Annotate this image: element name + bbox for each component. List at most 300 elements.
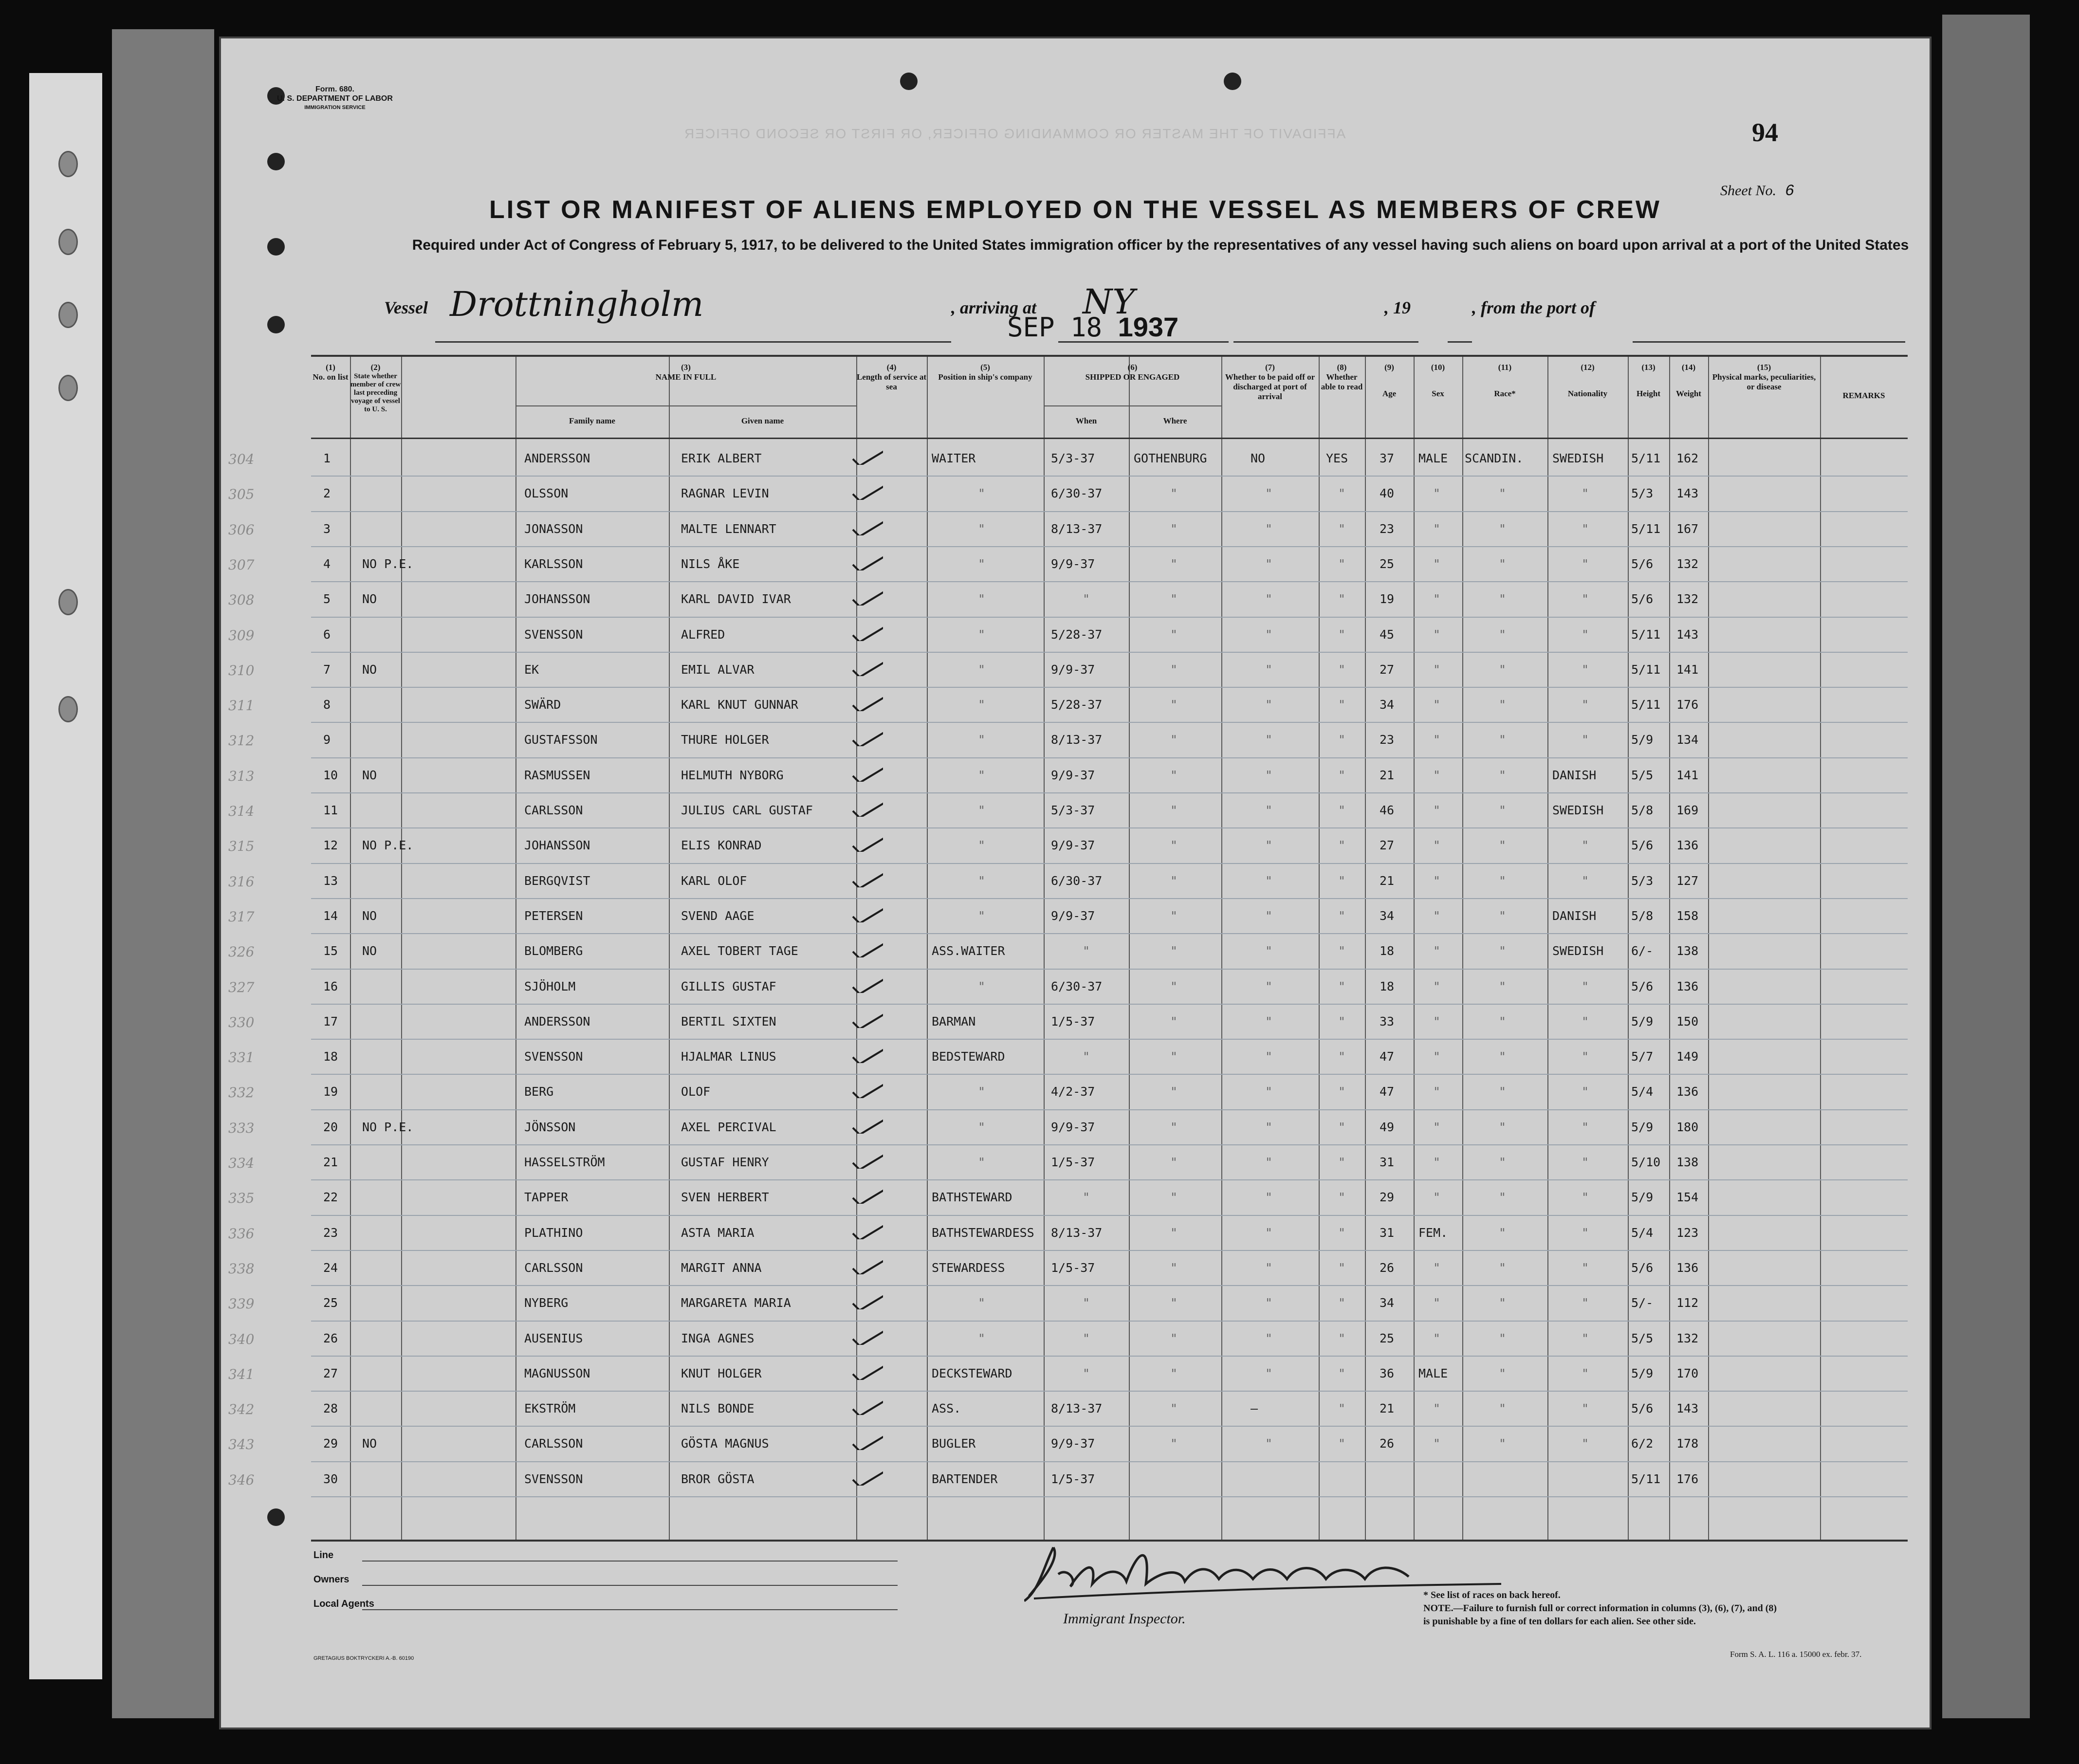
sex: " <box>1433 698 1441 712</box>
when-header: When <box>1075 416 1097 425</box>
height: 5/5 <box>1631 1331 1654 1345</box>
family-name: CARLSSON <box>524 1260 583 1275</box>
row-rule <box>311 1109 1908 1110</box>
given-name: MARGARETA MARIA <box>681 1296 791 1310</box>
ref-number: 339 <box>228 1296 255 1312</box>
col5-header <box>927 363 1044 382</box>
nationality: " <box>1582 698 1589 712</box>
race: " <box>1499 486 1507 501</box>
position: ASS. <box>932 1401 961 1416</box>
weight: 158 <box>1676 908 1699 923</box>
manifest-subtitle: Required under Act of Congress of February 5, 1917, to be delivered to the United States immigration officer by the representatives of any vessel having such aliens on board upon arrival at a port of the United States <box>412 237 1909 253</box>
list-number: 14 <box>323 908 338 923</box>
family-name: TAPPER <box>524 1190 569 1205</box>
height: 5/- <box>1631 1296 1654 1310</box>
row-rule <box>311 1391 1908 1392</box>
shipped-when: 5/28-37 <box>1051 627 1103 642</box>
shipped-where: " <box>1170 627 1178 642</box>
col8-header <box>1319 363 1365 392</box>
family-name: SVENSSON <box>524 1049 583 1064</box>
vessel-label: Vessel <box>384 298 428 317</box>
weight: 143 <box>1676 1401 1699 1416</box>
row-rule <box>311 1215 1908 1216</box>
nationality: " <box>1582 1225 1589 1240</box>
form-identifier <box>277 85 393 112</box>
age: 31 <box>1380 1225 1395 1240</box>
shipped-where: " <box>1170 592 1178 606</box>
shipped-when: 9/9-37 <box>1051 662 1095 677</box>
weight: 167 <box>1676 521 1699 536</box>
shipped-when: 9/9-37 <box>1051 768 1095 782</box>
check-mark-icon <box>849 657 883 676</box>
family-name: AUSENIUS <box>524 1331 583 1345</box>
shipped-where: " <box>1170 1436 1178 1451</box>
shipped-when: 6/30-37 <box>1051 979 1103 993</box>
ref-number: 312 <box>228 733 255 749</box>
binder-hole <box>58 375 78 401</box>
manifest-sheet <box>219 37 1932 1729</box>
able-to-read: " <box>1338 803 1346 817</box>
given-name: SVEN HERBERT <box>681 1190 769 1205</box>
shipped-where: " <box>1170 1049 1178 1064</box>
paid-off: " <box>1265 1225 1273 1240</box>
given-name: AXEL PERCIVAL <box>681 1120 776 1134</box>
position: BATHSTEWARD <box>932 1190 1012 1205</box>
age: 23 <box>1380 733 1395 747</box>
row-rule <box>311 581 1908 582</box>
col3-number: (3) <box>681 363 691 372</box>
sex: " <box>1433 662 1441 677</box>
nationality: " <box>1582 1014 1589 1029</box>
able-to-read: " <box>1338 521 1346 536</box>
family-name: KARLSSON <box>524 556 583 571</box>
ref-number: 333 <box>228 1120 255 1136</box>
shipped-where: " <box>1170 1190 1178 1205</box>
nationality: " <box>1582 1190 1589 1205</box>
race: " <box>1499 1366 1507 1380</box>
able-to-read: " <box>1338 768 1346 782</box>
shipped-where: " <box>1170 1120 1178 1134</box>
bleed-through-text: AFFIDAVIT OF THE MASTER OR COMMANDING OFFICER, OR FIRST OR SECOND OFFICER <box>683 126 1346 141</box>
col2-label: State whether member of crew last preceding voyage of vessel to U. S. <box>350 372 401 413</box>
able-to-read: " <box>1338 1401 1346 1416</box>
header-bottom-line <box>311 438 1908 439</box>
prior-voyage: NO P.E. <box>362 838 414 853</box>
penalty-note-cont: is punishable by a fine of ten dollars for each alien. See other side. <box>1423 1616 1696 1627</box>
able-to-read: " <box>1338 1084 1346 1099</box>
list-number: 11 <box>323 803 338 817</box>
list-number: 30 <box>323 1471 338 1486</box>
given-name: KARL OLOF <box>681 873 747 888</box>
position: " <box>978 521 986 536</box>
shipped-where: " <box>1170 1366 1178 1380</box>
paid-off: " <box>1265 627 1273 642</box>
shipped-when: 4/2-37 <box>1051 1084 1095 1099</box>
paid-off: " <box>1265 1260 1273 1275</box>
punch-hole <box>267 316 285 333</box>
family-name: SVENSSON <box>524 627 583 642</box>
punch-hole <box>267 238 285 256</box>
weight: 141 <box>1676 662 1699 677</box>
shipped-where: " <box>1170 486 1178 501</box>
shipped-where: " <box>1170 873 1178 888</box>
ref-number: 313 <box>228 768 255 784</box>
race-note: * See list of races on back hereof. <box>1423 1590 1561 1600</box>
ref-number: 336 <box>228 1225 255 1242</box>
col-divider <box>927 357 928 1540</box>
family-name: GUSTAFSSON <box>524 733 598 747</box>
sex: MALE <box>1418 1366 1448 1380</box>
family-name: EK <box>524 662 539 677</box>
age: 23 <box>1380 521 1395 536</box>
penalty-note: NOTE.—Failure to furnish full or correct information in columns (3), (6), (7), and (8) <box>1423 1603 1777 1614</box>
height: 5/9 <box>1631 1366 1654 1380</box>
able-to-read: " <box>1338 733 1346 747</box>
remarks-header: REMARKS <box>1842 391 1885 400</box>
shipped-where: " <box>1170 662 1178 677</box>
shipped-where: " <box>1170 979 1178 993</box>
race: " <box>1499 1260 1507 1275</box>
shipped-when: 8/13-37 <box>1051 521 1103 536</box>
nationality: " <box>1582 521 1589 536</box>
weight: 138 <box>1676 944 1699 958</box>
family-name: OLSSON <box>524 486 569 501</box>
family-name: RASMUSSEN <box>524 768 590 782</box>
height: 5/6 <box>1631 838 1654 853</box>
row-rule <box>311 1356 1908 1357</box>
position: " <box>978 698 986 712</box>
race: " <box>1499 1120 1507 1134</box>
given-name: KARL DAVID IVAR <box>681 592 791 606</box>
family-name: JOHANSSON <box>524 838 590 853</box>
shipped-when: 9/9-37 <box>1051 1120 1095 1134</box>
able-to-read: " <box>1338 1190 1346 1205</box>
paid-off: — <box>1251 1401 1258 1416</box>
shipped-where: " <box>1170 1014 1178 1029</box>
able-to-read: " <box>1338 944 1346 958</box>
col15-header <box>1708 363 1820 392</box>
arriving-port: NY <box>1083 282 1135 322</box>
position: DECKSTEWARD <box>932 1366 1012 1380</box>
paid-off: " <box>1265 1049 1273 1064</box>
paid-off: " <box>1265 1331 1273 1345</box>
race: " <box>1499 803 1507 817</box>
check-mark-icon <box>849 832 883 852</box>
weight: 134 <box>1676 733 1699 747</box>
height: 6/- <box>1631 944 1654 958</box>
nationality: " <box>1582 1366 1589 1380</box>
height: 5/11 <box>1631 662 1661 677</box>
sex: " <box>1433 1014 1441 1029</box>
sex: FEM. <box>1418 1225 1448 1240</box>
list-number: 12 <box>323 838 338 853</box>
height: 5/10 <box>1631 1155 1661 1169</box>
ref-number: 307 <box>228 556 255 573</box>
weight: 132 <box>1676 592 1699 606</box>
able-to-read: " <box>1338 592 1346 606</box>
nationality: " <box>1582 733 1589 747</box>
row-rule <box>311 1426 1908 1427</box>
position: " <box>978 803 986 817</box>
weight: 136 <box>1676 1084 1699 1099</box>
weight: 154 <box>1676 1190 1699 1205</box>
position: " <box>978 486 986 501</box>
date-underline <box>1233 341 1418 343</box>
shipped-when: " <box>1083 1366 1090 1380</box>
weight: 169 <box>1676 803 1699 817</box>
vessel-name: Drottningholm <box>450 284 704 324</box>
agents-underline <box>362 1609 898 1610</box>
sex: " <box>1433 1155 1441 1169</box>
position: " <box>978 838 986 853</box>
able-to-read: " <box>1338 1014 1346 1029</box>
col-divider <box>401 357 402 1540</box>
shipped-where: " <box>1170 1155 1178 1169</box>
prior-voyage: NO <box>362 662 377 677</box>
position: " <box>978 1296 986 1310</box>
col-divider <box>1628 357 1629 1540</box>
nationality: " <box>1582 1260 1589 1275</box>
paid-off: " <box>1265 486 1273 501</box>
shipped-where: " <box>1170 1225 1178 1240</box>
shipped-where: " <box>1170 838 1178 853</box>
position: BARTENDER <box>932 1471 998 1486</box>
race: " <box>1499 768 1507 782</box>
sex: " <box>1433 556 1441 571</box>
nationality: " <box>1582 1401 1589 1416</box>
weight: 170 <box>1676 1366 1699 1380</box>
row-rule <box>311 687 1908 688</box>
shipped-when: " <box>1083 1296 1090 1310</box>
family-name: PLATHINO <box>524 1225 583 1240</box>
backing-sheet <box>112 29 214 1718</box>
nationality: " <box>1582 1049 1589 1064</box>
shipped-where: " <box>1170 1296 1178 1310</box>
year-underline <box>1448 341 1472 343</box>
date-stamp <box>1007 311 1178 343</box>
sex: " <box>1433 838 1441 853</box>
check-mark-icon <box>849 1255 883 1274</box>
position: BEDSTEWARD <box>932 1049 1005 1064</box>
ref-number: 335 <box>228 1190 255 1207</box>
nationality: SWEDISH <box>1552 451 1604 465</box>
nationality: " <box>1582 627 1589 642</box>
col4-label: Length of service at sea <box>856 372 927 391</box>
sex: " <box>1433 1296 1441 1310</box>
shipped-when: 1/5-37 <box>1051 1155 1095 1169</box>
given-name: INGA AGNES <box>681 1331 754 1345</box>
able-to-read: " <box>1338 627 1346 642</box>
age: 29 <box>1380 1190 1395 1205</box>
given-name: MARGIT ANNA <box>681 1260 762 1275</box>
col-divider <box>1708 357 1709 1540</box>
shipped-where: " <box>1170 944 1178 958</box>
check-mark-icon <box>849 1325 883 1345</box>
given-name: ALFRED <box>681 627 725 642</box>
weight: 141 <box>1676 768 1699 782</box>
shipped-when: 1/5-37 <box>1051 1260 1095 1275</box>
position: " <box>978 873 986 888</box>
given-name: BROR GÖSTA <box>681 1471 754 1486</box>
weight: 138 <box>1676 1155 1699 1169</box>
row-rule <box>311 1074 1908 1075</box>
nationality: " <box>1582 1436 1589 1451</box>
weight: 143 <box>1676 486 1699 501</box>
given-name: OLOF <box>681 1084 711 1099</box>
nationality: " <box>1582 1155 1589 1169</box>
shipped-when: " <box>1083 1190 1090 1205</box>
col10-number: (10) <box>1431 363 1445 372</box>
age: 36 <box>1380 1366 1395 1380</box>
shipped-where: " <box>1170 1331 1178 1345</box>
list-number: 29 <box>323 1436 338 1451</box>
row-rule <box>311 898 1908 899</box>
age: 26 <box>1380 1260 1395 1275</box>
arriving-label: , arriving at <box>951 298 1037 317</box>
col7-number: (7) <box>1265 363 1275 372</box>
punch-hole <box>267 1508 285 1526</box>
sex: " <box>1433 1401 1441 1416</box>
race: " <box>1499 592 1507 606</box>
list-number: 15 <box>323 944 338 958</box>
position: " <box>978 662 986 677</box>
position: ASS.WAITER <box>932 944 1005 958</box>
row-rule <box>311 792 1908 793</box>
height: 5/7 <box>1631 1049 1654 1064</box>
nationality: " <box>1582 1331 1589 1345</box>
age: 31 <box>1380 1155 1395 1169</box>
paid-off: " <box>1265 1084 1273 1099</box>
age: 46 <box>1380 803 1395 817</box>
row-rule <box>311 1250 1908 1251</box>
family-name: NYBERG <box>524 1296 569 1310</box>
line-underline <box>362 1561 898 1562</box>
shipped-where: " <box>1170 1401 1178 1416</box>
family-name: EKSTRÖM <box>524 1401 576 1416</box>
form-notes <box>1423 1589 1777 1628</box>
able-to-read: " <box>1338 1331 1346 1345</box>
ref-number: 317 <box>228 908 255 925</box>
shipped-where: " <box>1170 803 1178 817</box>
row-rule <box>311 757 1908 758</box>
position: " <box>978 1120 986 1134</box>
race: " <box>1499 733 1507 747</box>
position: " <box>978 556 986 571</box>
col15-label: Physical marks, peculiarities, or disease <box>1712 372 1816 391</box>
weight: 178 <box>1676 1436 1699 1451</box>
position: " <box>978 1331 986 1345</box>
check-mark-icon <box>849 938 883 957</box>
sex: " <box>1433 979 1441 993</box>
nationality: " <box>1582 1084 1589 1099</box>
family-name: PETERSEN <box>524 908 583 923</box>
check-mark-icon <box>849 480 883 500</box>
col6-header <box>1044 363 1221 382</box>
row-rule <box>311 1004 1908 1005</box>
row-rule <box>311 1461 1908 1462</box>
scanner-margin-right <box>1942 15 2030 1718</box>
position: BUGLER <box>932 1436 976 1451</box>
row-rule <box>311 1285 1908 1286</box>
height: 5/11 <box>1631 698 1661 712</box>
check-mark-icon <box>849 692 883 711</box>
list-number: 1 <box>323 451 331 465</box>
prior-voyage: NO <box>362 944 377 958</box>
list-number: 17 <box>323 1014 338 1029</box>
shipped-where: " <box>1170 908 1178 923</box>
shipped-where: " <box>1170 1260 1178 1275</box>
able-to-read: " <box>1338 873 1346 888</box>
weight: 127 <box>1676 873 1699 888</box>
row-rule <box>311 722 1908 723</box>
list-number: 27 <box>323 1366 338 1380</box>
paid-off: " <box>1265 768 1273 782</box>
paid-off: " <box>1265 803 1273 817</box>
col2-number: (2) <box>370 363 381 372</box>
check-mark-icon <box>849 1220 883 1239</box>
list-number: 26 <box>323 1331 338 1345</box>
check-mark-icon <box>849 762 883 782</box>
crew-table <box>228 355 1908 1542</box>
list-number: 19 <box>323 1084 338 1099</box>
shipped-when: " <box>1083 592 1090 606</box>
shipped-when: 9/9-37 <box>1051 1436 1095 1451</box>
check-mark-icon <box>849 903 883 922</box>
ref-number: 326 <box>228 944 255 960</box>
owners-underline <box>362 1585 898 1586</box>
family-name: BLOMBERG <box>524 944 583 958</box>
able-to-read: " <box>1338 1296 1346 1310</box>
paid-off: " <box>1265 908 1273 923</box>
form-code: Form S. A. L. 116 a. 15000 ex. febr. 37. <box>1730 1650 1862 1659</box>
able-to-read: " <box>1338 838 1346 853</box>
col6-label: SHIPPED OR ENGAGED <box>1085 372 1180 382</box>
sex: " <box>1433 803 1441 817</box>
given-name: THURE HOLGER <box>681 733 769 747</box>
binder-hole <box>58 151 78 177</box>
age: 47 <box>1380 1049 1395 1064</box>
height: 5/8 <box>1631 908 1654 923</box>
date-stamp-day: SEP 18 <box>1007 312 1103 343</box>
height: 5/3 <box>1631 873 1654 888</box>
nationality: DANISH <box>1552 768 1597 782</box>
family-name: MAGNUSSON <box>524 1366 590 1380</box>
where-header: Where <box>1163 416 1187 425</box>
check-mark-icon <box>849 974 883 993</box>
row-rule <box>311 546 1908 547</box>
col4-header <box>856 363 927 392</box>
from-port-underline <box>1633 341 1905 343</box>
height: 5/4 <box>1631 1225 1654 1240</box>
col11-label: Race* <box>1494 389 1516 398</box>
sex: " <box>1433 486 1441 501</box>
able-to-read: " <box>1338 698 1346 712</box>
position: " <box>978 1084 986 1099</box>
col8-number: (8) <box>1337 363 1347 372</box>
shipped-when: 5/3-37 <box>1051 803 1095 817</box>
race: " <box>1499 908 1507 923</box>
family-name: SJÖHOLM <box>524 979 576 993</box>
family-name-header: Family name <box>569 416 615 425</box>
check-mark-icon <box>849 868 883 887</box>
race: " <box>1499 1296 1507 1310</box>
nationality: " <box>1582 838 1589 853</box>
col-divider <box>1820 357 1821 1540</box>
age: 18 <box>1380 979 1395 993</box>
age: 21 <box>1380 1401 1395 1416</box>
from-port-label: , from the port of <box>1472 298 1596 317</box>
shipped-when: 6/30-37 <box>1051 486 1103 501</box>
